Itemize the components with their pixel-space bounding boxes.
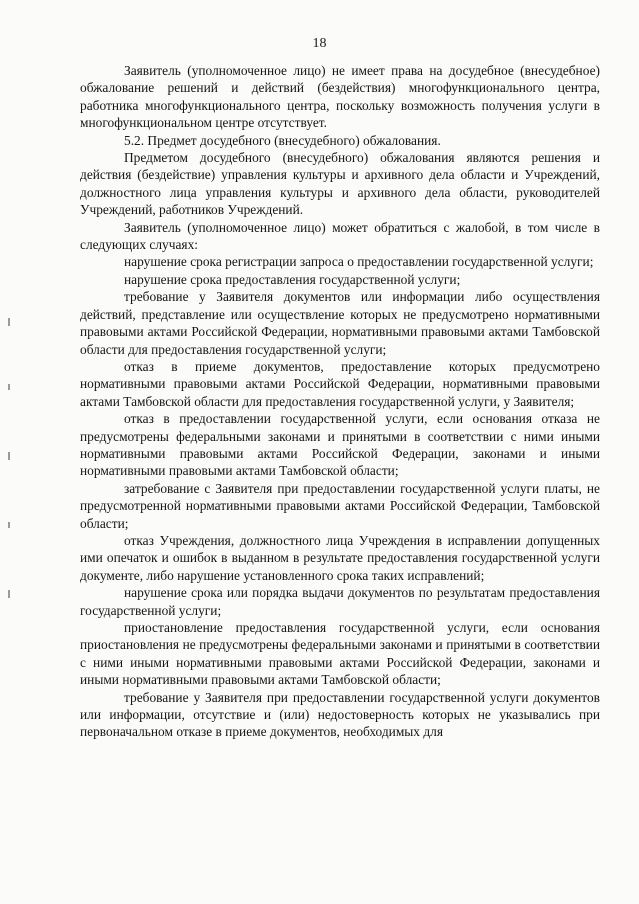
scan-margin-mark bbox=[8, 590, 10, 598]
list-item-fee-demand: затребование с Заявителя при предоставлении государственной услуги платы, не предусмотренной нормативными правовыми актами Российской Федерации, Тамбовской области; bbox=[80, 480, 600, 531]
list-item-service-deadline: нарушение срока предоставления государственной услуги; bbox=[124, 271, 461, 287]
paragraph-complaint-cases-intro: Заявитель (уполномоченное лицо) может обратиться с жалобой, в том числе в следующих случаях: bbox=[80, 219, 600, 253]
list-item-refusal-acceptance: отказ в приеме документов, предоставление которых предусмотрено нормативными правовыми актами Российской Федерации, нормативными правовыми актами Тамбовской области для предоставления государственной услуги, у Заявителя; bbox=[80, 358, 600, 409]
section-heading-5-2: 5.2. Предмет досудебного (внесудебного) обжалования. bbox=[124, 132, 441, 148]
scan-margin-mark bbox=[8, 384, 10, 390]
list-item-correction-refusal: отказ Учреждения, должностного лица Учреждения в исправлении допущенных ими опечаток и ошибок в выданном в результате предоставления государственной услуги документе, либо нарушение установленного срока таких исправлений; bbox=[80, 532, 600, 583]
list-item-refusal-service: отказ в предоставлении государственной услуги, если основания отказа не предусмотрены федеральными законами и принятыми в соответствии с ними иными нормативными правовыми актами Российской Федерации, законами и иными нормативными правовыми актами Тамбовской области; bbox=[80, 411, 600, 479]
scan-margin-mark bbox=[8, 318, 10, 326]
scan-margin-mark bbox=[8, 522, 10, 528]
page-number: 18 bbox=[312, 36, 327, 51]
list-item-issuance-violation: нарушение срока или порядка выдачи документов по результатам предоставления государственной услуги; bbox=[80, 585, 600, 618]
list-item-missing-info-demand: требование у Заявителя при предоставлении государственной услуги документов или информации, отсутствие и (или) недостоверность которых не указывались при первоначальном отказе в приеме документов, необходимых для bbox=[80, 689, 600, 740]
document-body bbox=[80, 62, 600, 741]
paragraph-applicant-no-right: Заявитель (уполномоченное лицо) не имеет права на досудебное (внесудебное) обжалование решений и действий (бездействия) многофункционального центра, работника многофункционального центра, поскольку возможность получения услуги в многофункциональном центре отсутствует. bbox=[80, 63, 600, 131]
list-item-suspension: приостановление предоставления государственной услуги, если основания приостановления не предусмотрены федеральными законами и принятыми в соответствии с ними иными нормативными правовыми актами Российской Федерации, законами и иными нормативными правовыми актами Тамбовской области; bbox=[80, 620, 600, 688]
paragraph-subject-of-appeal: Предметом досудебного (внесудебного) обжалования являются решения и действия (бездействие) управления культуры и архивного дела области и Учреждений, должностного лица управления культуры и архивного дела области, руководителей Учреждений, работников Учреждений. bbox=[80, 150, 600, 218]
list-item-registration-deadline: нарушение срока регистрации запроса о предоставлении государственной услуги; bbox=[124, 254, 594, 270]
scan-margin-mark bbox=[8, 452, 10, 460]
list-item-extra-documents: требование у Заявителя документов или информации либо осуществления действий, представление или осуществление которых не предусмотрено нормативными правовыми актами Российской Федерации, нормативными правовыми актами Тамбовской области для предоставления государственной услуги; bbox=[80, 289, 600, 357]
